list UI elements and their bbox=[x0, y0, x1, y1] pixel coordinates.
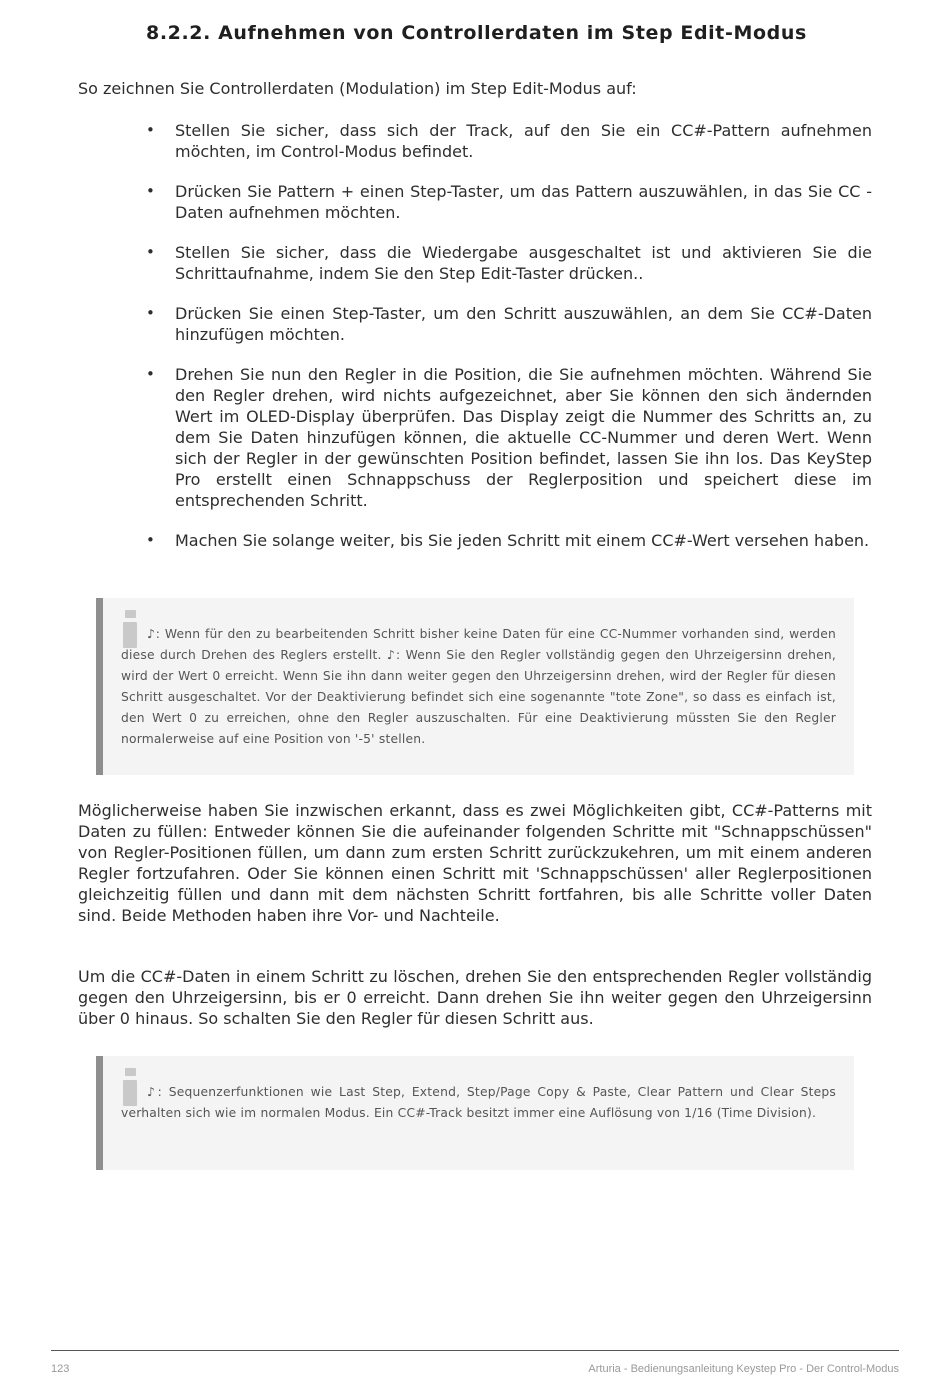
step-item: • Stellen Sie sicher, dass die Wiedergabe ausgeschaltet ist und aktivieren Sie die Schrittaufnahme, indem Sie den Step Edit-Taster drücken.. bbox=[146, 242, 872, 284]
page-number: 123 bbox=[51, 1363, 70, 1375]
step-item: • Machen Sie solange weiter, bis Sie jeden Schritt mit einem CC#-Wert versehen haben. bbox=[146, 530, 872, 551]
step-item: • Drücken Sie einen Step-Taster, um den Schritt auszuwählen, an dem Sie CC#-Daten hinzufügen möchten. bbox=[146, 303, 872, 345]
info-icon bbox=[121, 610, 139, 648]
step-item: • Drehen Sie nun den Regler in die Position, die Sie aufnehmen möchten. Während Sie den Regler drehen, wird nichts aufgezeichnet, aber Sie können den sich ändernden Wert im OLED-Display überprüfen. Das Display zeigt die Nummer des Schritts an, zu dem Sie Daten hinzufügen können, die aktuelle CC-Nummer und deren Wert. Wenn sich der Regler in der gewünschten Position befindet, lassen Sie ihn los. Das KeyStep Pro erstellt einen Schnappschuss der Reglerposition und speichert diese im entsprechenden Schritt. bbox=[146, 364, 872, 511]
section-heading: 8.2.2. Aufnehmen von Controllerdaten im Step Edit-Modus bbox=[146, 22, 807, 44]
footer-divider bbox=[51, 1350, 899, 1351]
body-paragraph: Um die CC#-Daten in einem Schritt zu löschen, drehen Sie den entsprechenden Regler vollständig gegen den Uhrzeigersinn, bis er 0 erreicht. Dann drehen Sie ihn weiter gegen den Uhrzeigersinn über 0 hinaus. So schalten Sie den Regler für diesen Schritt aus. bbox=[78, 967, 872, 1028]
footer-title: Arturia - Bedienungsanleitung Keystep Pro - Der Control-Modus bbox=[588, 1363, 899, 1375]
step-item: • Drücken Sie Pattern + einen Step-Taster, um das Pattern auszuwählen, in das Sie CC -Daten aufnehmen möchten. bbox=[146, 181, 872, 223]
steps-list bbox=[146, 120, 872, 570]
info-note bbox=[96, 598, 854, 775]
info-note-text: ♪: Sequenzerfunktionen wie Last Step, Extend, Step/Page Copy & Paste, Clear Pattern und Clear Steps verhalten sich wie im normalen Modus. Ein CC#-Track besitzt immer eine Auflösung von 1/16 (Time Division). bbox=[121, 1085, 836, 1120]
body-paragraph: Möglicherweise haben Sie inzwischen erkannt, dass es zwei Möglichkeiten gibt, CC#-Patterns mit Daten zu füllen: Entweder können Sie die aufeinander folgenden Schritte mit "Schnappschüssen" von Regler-Positionen füllen, um dann zum ersten Schritt zurückzukehren, um mit einem anderen Regler fortzufahren. Oder Sie können einen Schritt mit 'Schnappschüssen' aller Reglerpositionen gleichzeitig füllen und dann mit dem nächsten Schritt fortfahren, bis alle Schritte voller Daten sind. Beide Methoden haben ihre Vor- und Nachteile. bbox=[78, 801, 872, 925]
intro-text: So zeichnen Sie Controllerdaten (Modulation) im Step Edit-Modus auf: bbox=[78, 79, 637, 98]
info-note-text: ♪: Wenn für den zu bearbeitenden Schritt bisher keine Daten für eine CC-Nummer vorhanden sind, werden diese durch Drehen des Reglers erstellt. ♪: Wenn Sie den Regler vollständig gegen den Uhrzeigersinn drehen, wird der Wert 0 erreicht. Wenn Sie ihn dann weiter gegen den Uhrzeigersinn drehen, wird der Regler für diesen Schritt ausgeschaltet. Vor der Deaktivierung befindet sich eine sogenannte "tote Zone", so dass es einfach ist, den Wert 0 zu erreichen, ohne den Regler auszuschalten. Für eine Deaktivierung müssten Sie den Regler normalerweise auf eine Position von '-5' stellen. bbox=[121, 627, 836, 746]
step-item: • Stellen Sie sicher, dass sich der Track, auf den Sie ein CC#-Pattern aufnehmen möchten, im Control-Modus befindet. bbox=[146, 120, 872, 162]
info-icon bbox=[121, 1068, 139, 1106]
info-note bbox=[96, 1056, 854, 1170]
